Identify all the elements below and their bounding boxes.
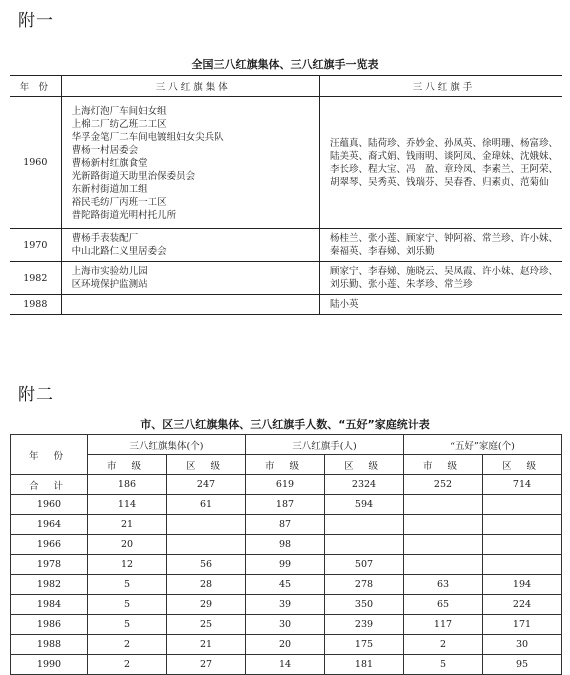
value-cell: 224 — [483, 595, 562, 615]
value-cell: 194 — [483, 575, 562, 595]
col-year-header: 年 份 — [11, 435, 88, 475]
table-row — [11, 635, 562, 655]
individual-names-line: 汪蕴真、陆荷珍、乔妙金、孙凤英、徐明珊、杨富珍、 — [329, 137, 558, 149]
appendix1-title: 全国三八红旗集体、三八红旗手一览表 — [191, 58, 379, 71]
year-cell: 1960 — [11, 495, 88, 515]
collective-name: 东新村街道加工组 — [71, 184, 148, 195]
individual-names-line: 杨桂兰、张小莲、顾家宁、钟阿裕、常兰珍、许小妹、 — [329, 233, 558, 244]
value-cell — [325, 535, 404, 555]
table-row — [11, 495, 562, 515]
collective-name: 上海灯泡厂车间妇女组 — [71, 106, 167, 117]
value-cell: 5 — [404, 655, 483, 675]
collectives-cell — [61, 295, 319, 315]
table-row — [10, 262, 562, 295]
individual-names-line: 李长珍、程大宝、冯 盈、章玲凤、李素兰、王阿荣、 — [329, 163, 558, 175]
table-row — [10, 97, 562, 229]
value-cell: 30 — [246, 615, 325, 635]
value-cell: 25 — [167, 615, 246, 635]
value-cell — [483, 495, 562, 515]
appendix2-heading: 附二 — [18, 385, 54, 405]
value-cell — [483, 515, 562, 535]
table-row — [11, 535, 562, 555]
year-cell: 1988 — [10, 295, 61, 315]
year-cell: 1978 — [11, 555, 88, 575]
year-cell: 1970 — [10, 229, 61, 262]
col-individual-header: 三八红旗手 — [319, 76, 562, 97]
collective-name: 普陀路街道光明村托儿所 — [71, 210, 177, 221]
collective-name: 曹杨一村居委会 — [71, 145, 139, 156]
col-collective-header: 三八红旗集体 — [61, 76, 319, 97]
value-cell: 5 — [88, 595, 167, 615]
individuals-cell — [319, 262, 562, 295]
year-cell: 1966 — [11, 535, 88, 555]
value-cell: 2324 — [325, 475, 404, 495]
value-cell: 247 — [167, 475, 246, 495]
value-cell: 714 — [483, 475, 562, 495]
sub-header-city: 市 级 — [246, 455, 325, 475]
individual-names-line: 秦福英、李春娣、刘乐勤 — [329, 246, 435, 257]
year-cell: 1964 — [11, 515, 88, 535]
value-cell — [483, 555, 562, 575]
individuals-cell — [319, 97, 562, 229]
value-cell: 95 — [483, 655, 562, 675]
value-cell — [404, 495, 483, 515]
value-cell — [325, 515, 404, 535]
sub-header-district: 区 级 — [325, 455, 404, 475]
value-cell: 45 — [246, 575, 325, 595]
honor-list-table — [10, 75, 562, 315]
year-cell: 1986 — [11, 615, 88, 635]
collective-name: 裕民毛纺厂丙班一工区 — [71, 197, 167, 208]
year-cell: 1982 — [11, 575, 88, 595]
value-cell: 63 — [404, 575, 483, 595]
value-cell: 171 — [483, 615, 562, 635]
sub-header-row — [11, 455, 562, 475]
collectives-cell — [61, 229, 319, 262]
value-cell: 65 — [404, 595, 483, 615]
value-cell: 87 — [246, 515, 325, 535]
collective-name: 中山北路仁义里居委会 — [71, 246, 167, 257]
collective-name: 曹杨新村红旗食堂 — [71, 158, 148, 169]
collective-name: 上棉二厂纺乙班二工区 — [71, 119, 167, 130]
value-cell: 186 — [88, 475, 167, 495]
value-cell: 2 — [88, 635, 167, 655]
value-cell — [404, 515, 483, 535]
table-row — [10, 295, 562, 315]
value-cell: 175 — [325, 635, 404, 655]
individual-names-line: 刘乐勤、张小莲、朱孝珍、常兰珍 — [329, 279, 473, 290]
table-row — [11, 655, 562, 675]
value-cell — [483, 535, 562, 555]
table-row — [10, 229, 562, 262]
value-cell: 114 — [88, 495, 167, 515]
value-cell: 594 — [325, 495, 404, 515]
individual-names-line: 陆美英、裔式娟、钱雨明、谈阿凤、金瑋妹、沈娥妹、 — [329, 150, 558, 162]
value-cell: 507 — [325, 555, 404, 575]
year-cell: 1982 — [10, 262, 61, 295]
year-cell: 1990 — [11, 655, 88, 675]
value-cell: 61 — [167, 495, 246, 515]
sub-header-city: 市 级 — [404, 455, 483, 475]
table-row — [11, 615, 562, 635]
value-cell: 187 — [246, 495, 325, 515]
value-cell: 29 — [167, 595, 246, 615]
value-cell: 39 — [246, 595, 325, 615]
value-cell: 5 — [88, 615, 167, 635]
value-cell: 28 — [167, 575, 246, 595]
value-cell: 20 — [246, 635, 325, 655]
individual-names-line: 胡翠琴、吴秀英、钱瑞芬、吴春香、归素贞、范菊仙 — [329, 176, 549, 188]
year-cell: 1960 — [10, 97, 61, 229]
table-row — [11, 515, 562, 535]
table-row — [11, 555, 562, 575]
sub-header-city: 市 级 — [88, 455, 167, 475]
year-cell: 合 计 — [11, 475, 88, 495]
value-cell: 117 — [404, 615, 483, 635]
value-cell: 5 — [88, 575, 167, 595]
table-body — [10, 97, 562, 315]
collective-name: 华孚金笔厂二车间电镀组妇女尖兵队 — [71, 132, 224, 143]
value-cell — [404, 535, 483, 555]
individuals-cell — [319, 229, 562, 262]
statistics-table — [10, 434, 562, 675]
value-cell: 21 — [88, 515, 167, 535]
group-header-family: “五好”家庭(个) — [404, 435, 562, 455]
appendix1-heading: 附一 — [18, 11, 54, 31]
value-cell: 27 — [167, 655, 246, 675]
sub-header-district: 区 级 — [483, 455, 562, 475]
value-cell: 278 — [325, 575, 404, 595]
value-cell: 30 — [483, 635, 562, 655]
value-cell — [167, 535, 246, 555]
value-cell: 12 — [88, 555, 167, 575]
table-row — [11, 595, 562, 615]
appendix2-title: 市、区三八红旗集体、三八红旗手人数、“五好”家庭统计表 — [140, 418, 430, 431]
individual-names-line: 顾家宁、李春娣、施晓云、吴凤霞、许小妹、赵玲珍、 — [329, 266, 558, 277]
value-cell: 239 — [325, 615, 404, 635]
value-cell: 56 — [167, 555, 246, 575]
value-cell: 20 — [88, 535, 167, 555]
total-row — [11, 475, 562, 495]
value-cell: 2 — [404, 635, 483, 655]
individual-names-line: 陆小英 — [329, 299, 359, 310]
table-row — [11, 575, 562, 595]
collective-name: 区环境保护监测站 — [71, 279, 148, 290]
value-cell — [404, 555, 483, 575]
table-header-row — [10, 76, 562, 97]
value-cell: 181 — [325, 655, 404, 675]
collective-name: 曹杨手表装配厂 — [71, 233, 139, 244]
value-cell: 14 — [246, 655, 325, 675]
col-year-header: 年 份 — [10, 76, 61, 97]
group-header-collective: 三八红旗集体(个) — [88, 435, 246, 455]
value-cell: 619 — [246, 475, 325, 495]
table-body — [11, 475, 562, 675]
value-cell: 252 — [404, 475, 483, 495]
value-cell: 21 — [167, 635, 246, 655]
group-header-individual: 三八红旗手(人) — [246, 435, 404, 455]
value-cell: 2 — [88, 655, 167, 675]
value-cell — [167, 515, 246, 535]
year-cell: 1988 — [11, 635, 88, 655]
value-cell: 98 — [246, 535, 325, 555]
collectives-cell — [61, 262, 319, 295]
sub-header-district: 区 级 — [167, 455, 246, 475]
individuals-cell — [319, 295, 562, 315]
year-cell: 1984 — [11, 595, 88, 615]
collective-name: 上海市实验幼儿园 — [71, 266, 148, 277]
group-header-row — [11, 435, 562, 455]
value-cell: 350 — [325, 595, 404, 615]
value-cell: 99 — [246, 555, 325, 575]
collectives-cell — [61, 97, 319, 229]
collective-name: 光新路街道天助里治保委员会 — [71, 171, 196, 182]
